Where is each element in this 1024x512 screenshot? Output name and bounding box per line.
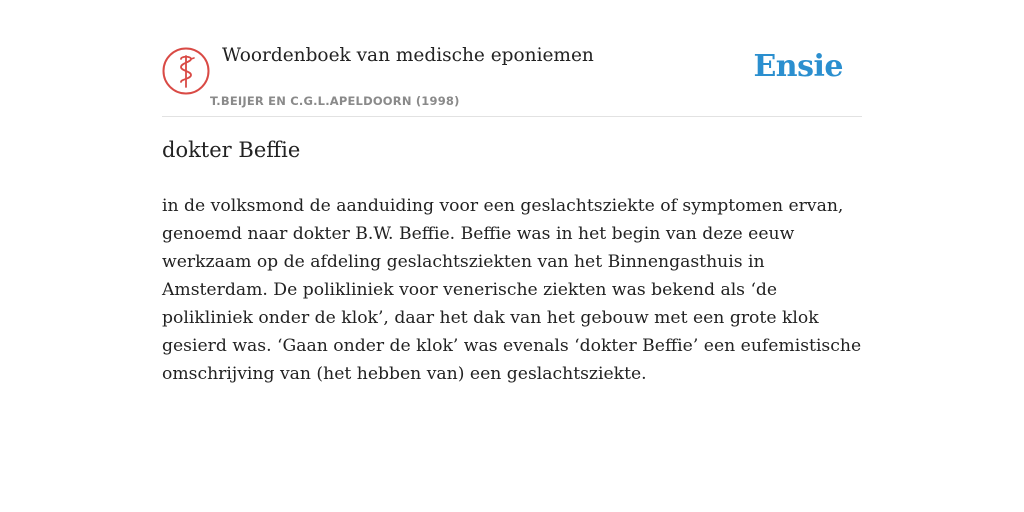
book-title[interactable]: Woordenboek van medische eponiemen bbox=[222, 45, 594, 66]
book-authors: T.BEIJER EN C.G.L.APELDOORN (1998) bbox=[210, 94, 460, 108]
dictionary-page bbox=[162, 0, 862, 384]
entry-definition: in de volksmond de aanduiding voor een geslachtsziekte of symptomen ervan, genoemd naar dokter B.W. Beffie. Beffie was in het begin van deze eeuw werkzaam op de afdeling geslachtsziekten van het Binnengasthuis in Amsterdam. De polikliniek voor venerische ziekten was bekend als ‘de polikliniek onder de klok’, daar het dak van het gebouw met een grote klok gesierd was. ‘Gaan onder de klok’ was evenals ‘dokter Beffie’ een eufemistische omschrijving van (het hebben van) een geslachtsziekte. bbox=[162, 196, 862, 384]
caduceus-icon bbox=[162, 47, 210, 95]
source-header bbox=[162, 0, 862, 117]
entry-title: dokter Beffie bbox=[162, 138, 301, 162]
ensie-logo-link[interactable]: Ensie bbox=[753, 49, 843, 84]
